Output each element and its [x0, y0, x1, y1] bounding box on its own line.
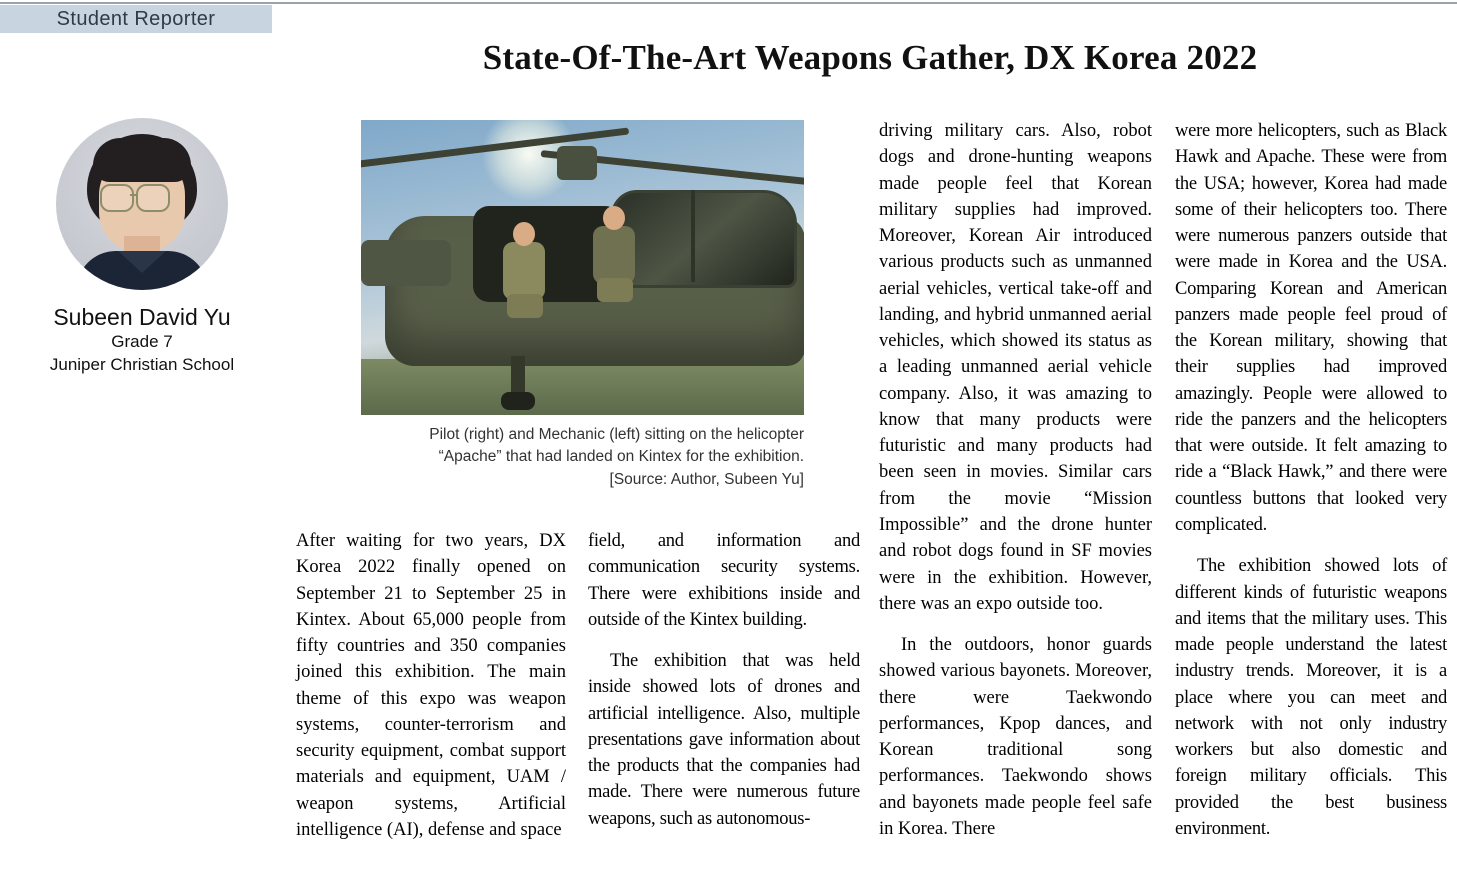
body-column-3 — [879, 118, 1152, 857]
photo-caption — [361, 424, 804, 491]
author-name: Subeen David Yu — [53, 304, 231, 330]
page-title: State-Of-The-Art Weapons Gather, DX Korea 2022 — [482, 38, 1258, 77]
photo-caption-line-2: “Apache” that had landed on Kintex for the exhibition. — [438, 448, 804, 466]
photo-caption-line-1: Pilot (right) and Mechanic (left) sitting on the helicopter — [429, 426, 804, 443]
helicopter-wheel — [501, 392, 535, 410]
person-head — [513, 222, 535, 246]
paragraph: field, and information and communication security systems. There were exhibitions inside and outside of the Kintex building. — [588, 531, 860, 630]
paragraph: driving military cars. Also, robot dogs and drone-hunting weapons made people feel that Korean military supplies had improved. Moreover, Korean Air introduced various products such as unmanned aerial vehicles, vertical take-off and landing, and hybrid unmanned aerial vehicles, which showed its status as a leading unmanned aerial vehicle company. Also, it was amazing to know that many products were futuristic and many products had been seen in movies. Similar cars from the movie “Mission Impossible” and the drone hunter and robot dogs found in SF movies were in the exhibition. However, there was an expo outside too. — [879, 121, 1152, 614]
helicopter-tail-boom — [361, 240, 451, 286]
person-legs — [597, 278, 633, 302]
photo-caption-source: [Source: Author, Subeen Yu] — [609, 470, 804, 488]
avatar-glasses-right — [136, 184, 170, 212]
author-grade: Grade 7 — [111, 332, 173, 351]
body-column-4 — [1175, 118, 1447, 857]
helicopter-canopy-frame — [691, 190, 695, 282]
person-pilot — [587, 204, 641, 300]
person-torso — [503, 242, 545, 300]
header-rule — [0, 2, 1457, 4]
photo-ground — [361, 359, 804, 415]
person-mechanic — [497, 220, 551, 316]
paragraph: The exhibition that was held inside showed lots of drones and artificial intelligence. Also, multiple presentations gave information about the products that the companies had made. There were numerous future weapons, such as autonomous- — [588, 651, 860, 829]
avatar-fringe — [93, 138, 191, 182]
paragraph: After waiting for two years, DX Korea 2022 finally opened on September 21 to September 25 in Kintex. About 65,000 people from fifty countries and 350 companies joined this exhibition. The main theme of this expo was weapon systems, counter-terrorism and security equipment, combat support materials and equipment, UAM / weapon systems, Artificial intelligence (AI), defense and space — [296, 531, 566, 840]
paragraph: were more helicopters, such as Black Hawk and Apache. These were from the USA; however, Korea had made some of their helicopters too. There were numerous panzers outside that were made in Korea and the USA. Comparing Korean and American panzers made people feel proud of the Korean military, showing that their supplies had improved amazingly. People were allowed to ride the panzers and the helicopters that were outside. It felt amazing to ride a “Black Hawk,” and there were countless buttons that looked very complicated. — [1175, 121, 1447, 535]
author-block — [18, 118, 266, 377]
person-legs — [507, 294, 543, 318]
person-torso — [593, 226, 635, 284]
author-school: Juniper Christian School — [49, 354, 235, 374]
helicopter-rotor-hub — [557, 146, 597, 180]
person-head — [603, 206, 625, 230]
body-column-1 — [296, 528, 566, 858]
avatar-glasses-bridge — [130, 194, 138, 196]
avatar — [56, 118, 228, 290]
paragraph: In the outdoors, honor guards showed various bayonets. Moreover, there were Taekwondo performances, Kpop dances, and Korean traditional song performances. Taekwondo shows and bayonets made people feel safe in Korea. There — [879, 635, 1152, 839]
section-tag — [0, 5, 272, 33]
section-tag-label: Student Reporter — [56, 7, 216, 30]
paragraph: The exhibition showed lots of different kinds of futuristic weapons and items that the military uses. This made people understand the latest industry trends. Moreover, it is a place where you can meet and network with not only industry workers but also domestic and foreign military officials. This provided the best business environment. — [1175, 556, 1447, 839]
body-column-2 — [588, 528, 860, 847]
article-photo — [361, 120, 804, 415]
avatar-glasses-left — [100, 184, 134, 212]
